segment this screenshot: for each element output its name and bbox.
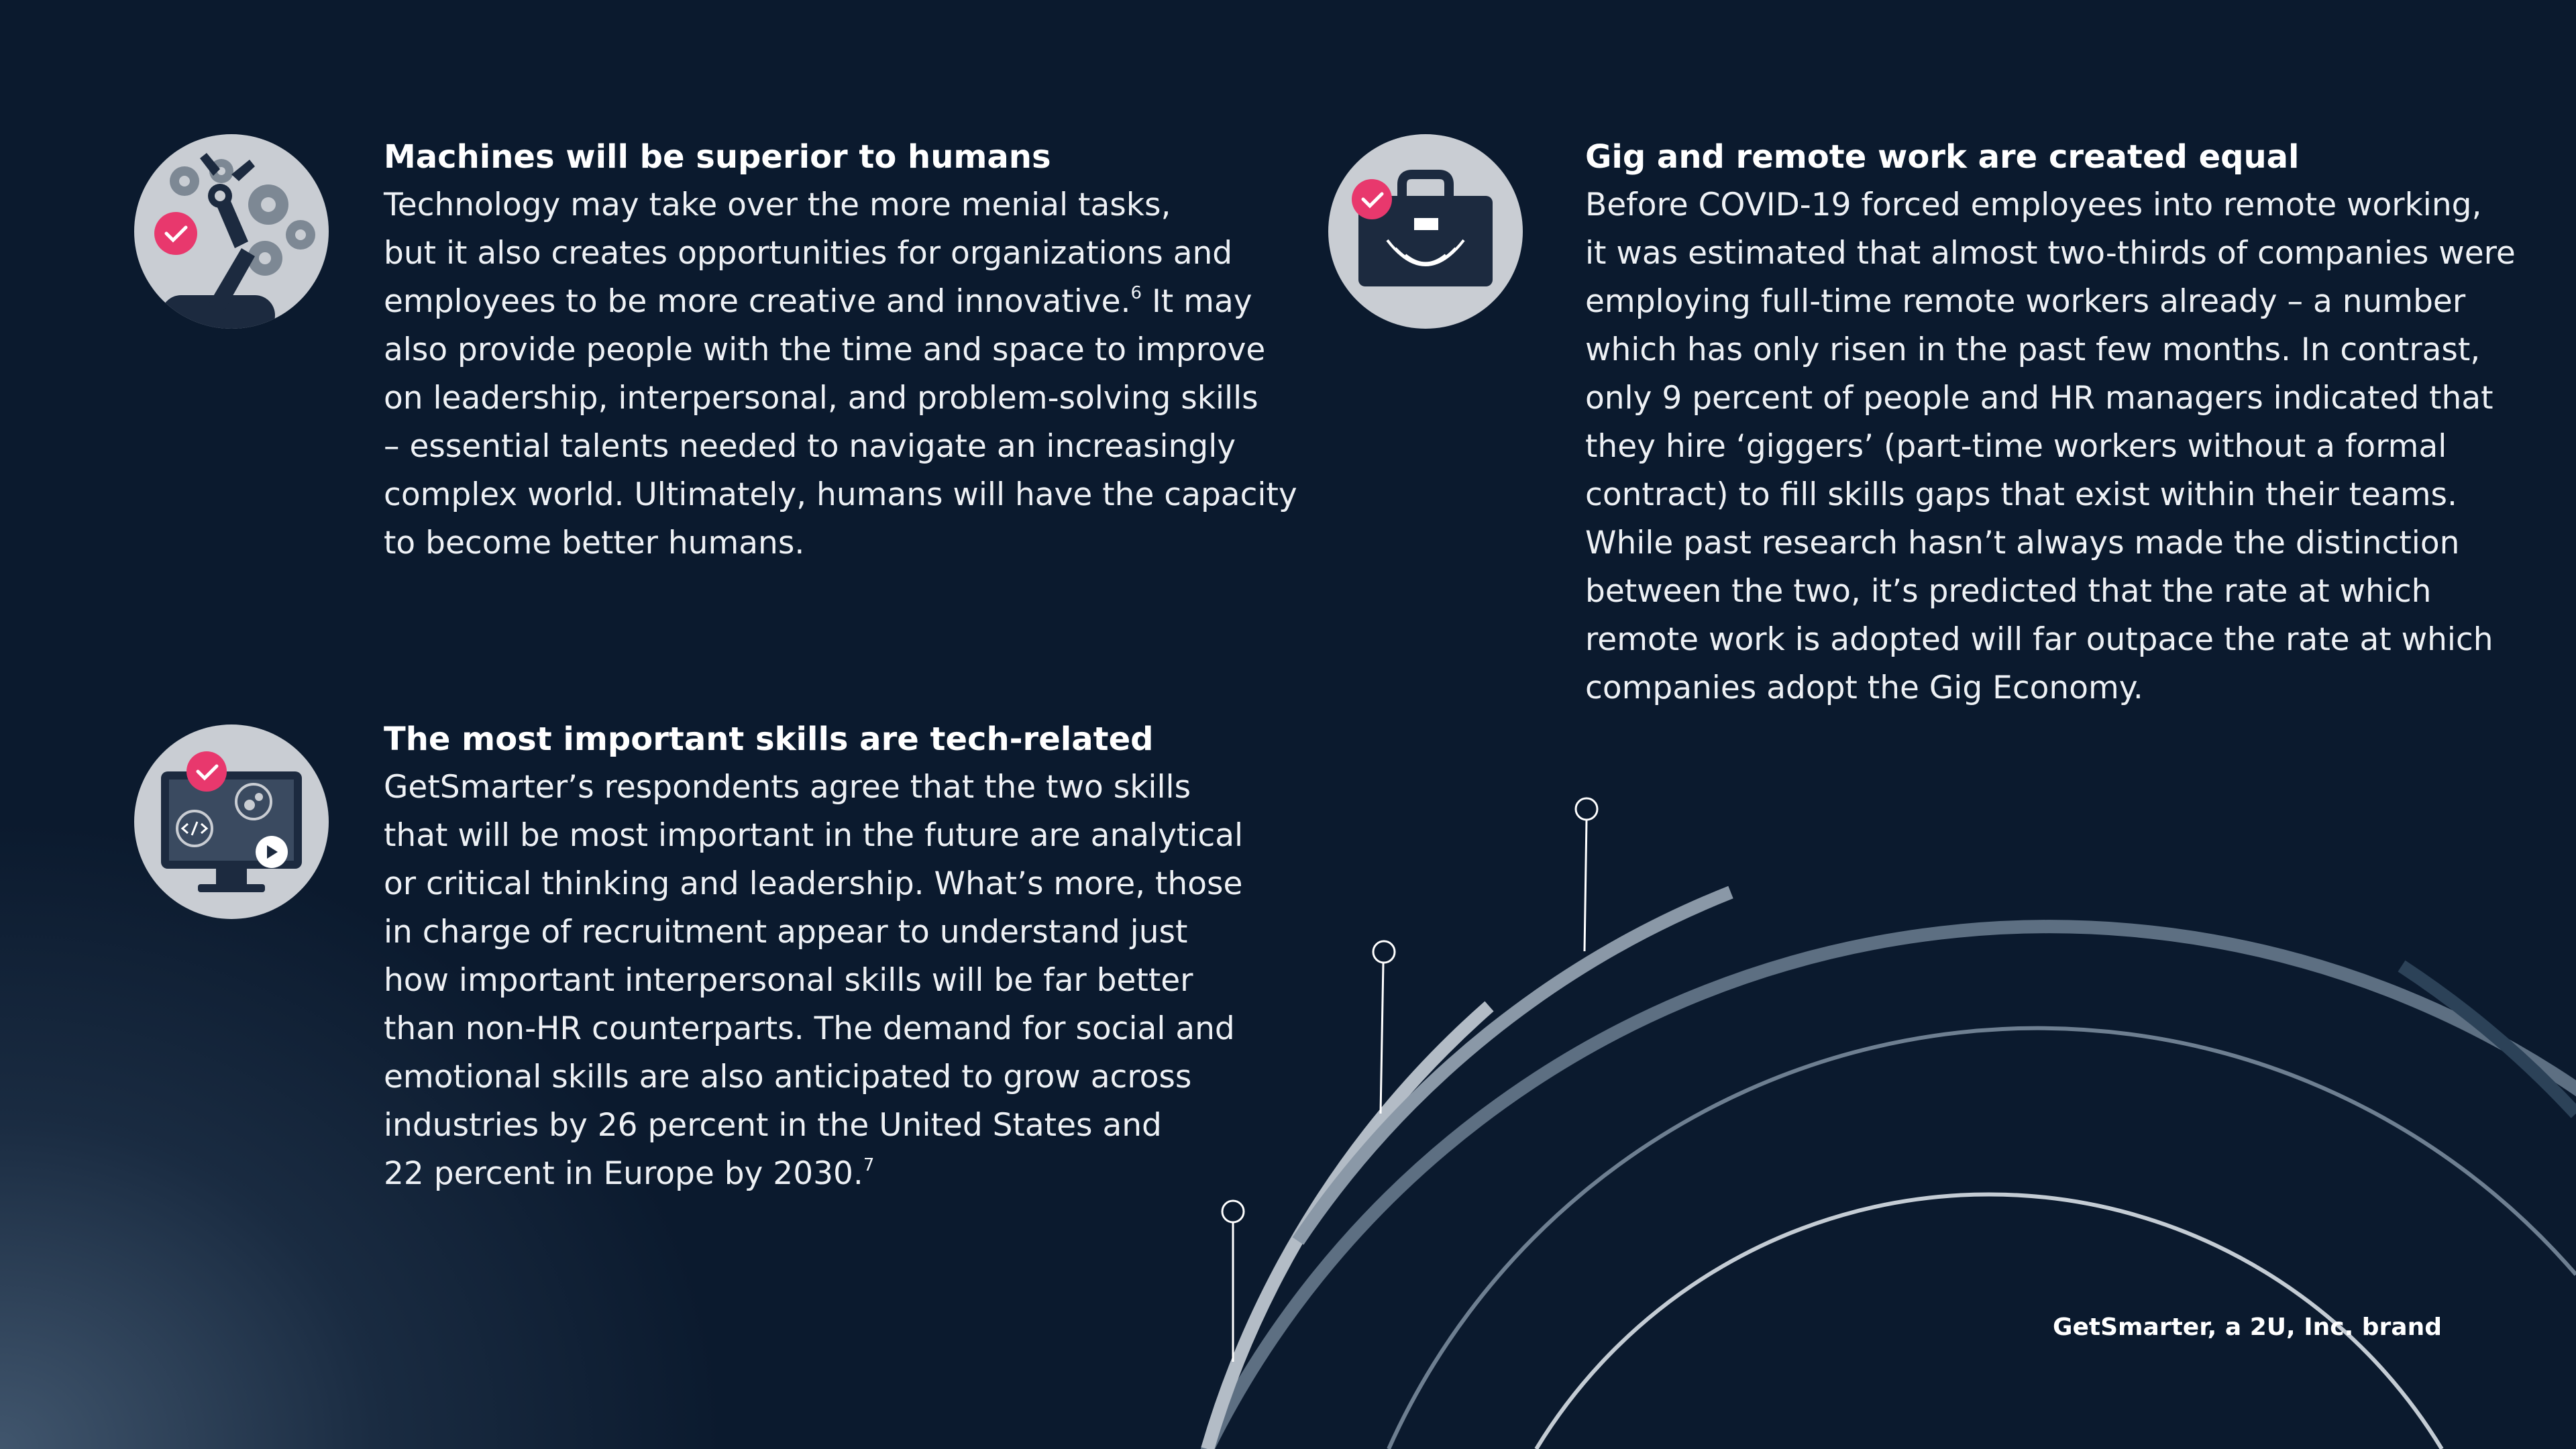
body-line <box>384 1150 1243 1198</box>
body-line: to become better humans. <box>384 525 805 561</box>
body-line: – essential talents needed to navigate an increasingly <box>384 428 1236 465</box>
body-line: on leadership, interpersonal, and problem-solving skills <box>384 380 1258 417</box>
body-line: Technology may take over the more menial tasks, <box>384 186 1171 223</box>
body-line: which has only risen in the past few months. In contrast, <box>1585 331 2481 368</box>
body-line: Before COVID-19 forced employees into remote working, <box>1585 186 2482 223</box>
body-line: or critical thinking and leadership. What’s more, those <box>384 865 1243 902</box>
body-line: they hire ‘giggers’ (part-time workers without a formal <box>1585 428 2447 465</box>
body-line: in charge of recruitment appear to understand just <box>384 914 1188 951</box>
body-line: how important interpersonal skills will be far better <box>384 962 1193 999</box>
footnote-marker: 6 <box>1130 283 1142 303</box>
body-line: contract) to fill skills gaps that exist within their teams. <box>1585 476 2457 513</box>
body-line: While past research hasn’t always made the distinction <box>1585 525 2460 561</box>
body-line <box>384 278 1297 326</box>
body-line-tail: It may <box>1142 283 1252 320</box>
outer-arc-mid <box>1298 892 1731 1241</box>
section-title: The most important skills are tech-related <box>384 720 1154 758</box>
body-line: also provide people with the time and space to improve <box>384 331 1266 368</box>
body-line: complex world. Ultimately, humans will have the capacity <box>384 476 1297 513</box>
section-title: Machines will be superior to humans <box>384 138 1051 176</box>
body-line-text: 22 percent in Europe by 2030. <box>384 1155 863 1192</box>
body-line: but it also creates opportunities for organizations and <box>384 235 1233 272</box>
body-line: that will be most important in the future are analytical <box>384 817 1244 854</box>
computer-monitor-code-icon <box>134 724 329 919</box>
footnote-marker: 7 <box>863 1155 875 1175</box>
section-body <box>1585 181 2516 712</box>
body-line-text: employees to be more creative and innovative. <box>384 283 1131 320</box>
outer-arc <box>1208 926 2576 1449</box>
briefcase-wifi-icon <box>1328 134 1523 329</box>
section-body <box>384 181 1297 568</box>
body-line: industries by 26 percent in the United States and <box>384 1107 1162 1144</box>
timeline-pin-2 <box>1373 941 1395 1114</box>
robot-arm-gears-icon <box>134 134 329 329</box>
body-line: than non-HR counterparts. The demand for social and <box>384 1010 1235 1047</box>
body-line: it was estimated that almost two-thirds of companies were <box>1585 235 2516 272</box>
body-line: companies adopt the Gig Economy. <box>1585 669 2143 706</box>
body-line: employing full-time remote workers already – a number <box>1585 283 2466 320</box>
brand-footer: GetSmarter, a 2U, Inc. brand <box>2052 1313 2442 1341</box>
body-line: between the two, it’s predicted that the rate at which <box>1585 573 2432 610</box>
body-line: remote work is adopted will far outpace the rate at which <box>1585 621 2493 658</box>
timeline-pin-3 <box>1576 798 1597 951</box>
section-title: Gig and remote work are created equal <box>1585 138 2300 176</box>
body-line: emotional skills are also anticipated to grow across <box>384 1059 1192 1095</box>
body-line: GetSmarter’s respondents agree that the two skills <box>384 769 1191 806</box>
section-body <box>384 763 1243 1198</box>
body-line: only 9 percent of people and HR managers indicated that <box>1585 380 2493 417</box>
